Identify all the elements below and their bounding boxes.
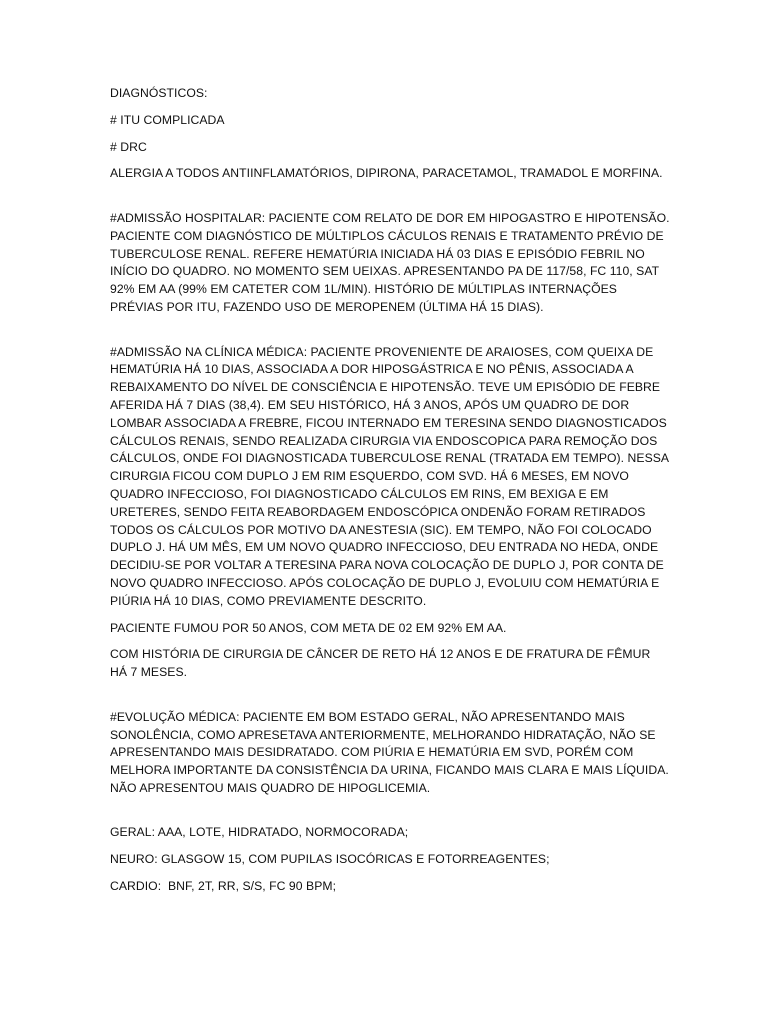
document-page [110, 85, 673, 905]
spacer [110, 192, 670, 210]
diagnosis-drc: # DRC [110, 139, 147, 154]
exam-cardio: CARDIO: BNF, 2T, RR, S/S, FC 90 BPM; [110, 879, 337, 894]
diagnostics-heading: DIAGNÓSTICOS: [110, 86, 208, 100]
exam-neuro: NEURO: GLASGOW 15, COM PUPILAS ISOCÓRICAS E FOTORREAGENTES; [110, 852, 550, 867]
spacer [110, 326, 670, 344]
allergy-note: ALERGIA A TODOS ANTIINFLAMATÓRIOS, DIPIRONA, PARACETAMOL, TRAMADOL E MORFINA. [110, 166, 663, 181]
exam-general: GERAL: AAA, LOTE, HIDRATADO, NORMOCORADA; [110, 825, 409, 840]
clinic-admission-paragraph: #ADMISSÃO NA CLÍNICA MÉDICA: PACIENTE PROVENIENTE DE ARAIOSES, COM QUEIXA DE HEMATÚRIA HÁ 10 DIAS, ASSOCIADA A DOR HIPOSGÁSTRICA E NO PÊNIS, ASSOCIADA A REBAIXAMENTO DO NÍVEL DE CONSCIÊNCIA E HIPOTENSÃO. TEVE UM EPISÓDIO DE FEBRE AFERIDA HÁ 7 DIAS (38,4). EM SEU HISTÓRICO, HÁ 3 ANOS, APÓS UM QUADRO DE DOR LOMBAR ASSOCIADA A FREBRE, FICOU INTERNADO EM TERESINA SENDO DIAGNOSTICADOS CÁLCULOS RENAIS, SENDO REALIZADA CIRURGIA VIA ENDOSCOPICA PARA REMOÇÃO DOS CÁLCULOS, ONDE FOI DIAGNOSTICADA TUBERCULOSE RENAL (TRATADA EM TEMPO). NESSA CIRURGIA FICOU COM DUPLO J EM RIM ESQUERDO, COM SVD. HÁ 6 MESES, EM NOVO QUADRO INFECCIOSO, FOI DIAGNOSTICADO CÁLCULOS EM RINS, EM BEXIGA E EM URETERES, SENDO FEITA REABORDAGEM ENDOSCÓPICA ONDENÃO FORAM RETIRADOS TODOS OS CÁLCULOS POR MOTIVO DA ANESTESIA (SIC). EM TEMPO, NÃO FOI COLOCADO DUPLO J. HÁ UM MÊS, EM UM NOVO QUADRO INFECCIOSO, DEU ENTRADA NO HEDA, ONDE DECIDIU-SE POR VOLTAR A TERESINA PARA NOVA COLOCAÇÃO DE DUPLO J, POR CONTA DE NOVO QUADRO INFECCIOSO. APÓS COLOCAÇÃO DE DUPLO J, EVOLUIU COM HEMATÚRIA E PIÚRIA HÁ 10 DIAS, COMO PREVIAMENTE DESCRITO. [110, 344, 672, 608]
spacer [110, 807, 670, 825]
surgery-history: COM HISTÓRIA DE CIRURGIA DE CÂNCER DE RETO HÁ 12 ANOS E DE FRATURA DE FÊMUR HÁ 7 MESES. [110, 647, 654, 680]
medical-evolution-paragraph: #EVOLUÇÃO MÉDICA: PACIENTE EM BOM ESTADO GERAL, NÃO APRESENTANDO MAIS SONOLÊNCIA, COMO APRESETAVA ANTERIORMENTE, MELHORANDO HIDRATAÇÃO, NÃO SE APRESENTANDO MAIS DESIDRATADO. COM PIÚRIA E HEMATÚRIA EM SVD, PORÉM COM MELHORA IMPORTANTE DA CONSISTÊNCIA DA URINA, FICANDO MAIS CLARA E MAIS LÍQUIDA. NÃO APRESENTOU MAIS QUADRO DE HIPOGLICEMIA. [110, 709, 673, 795]
smoking-history: PACIENTE FUMOU POR 50 ANOS, COM META DE 02 EM 92% EM AA. [110, 620, 507, 635]
spacer [110, 691, 670, 709]
diagnosis-itu: # ITU COMPLICADA [110, 112, 225, 127]
hospital-admission-paragraph: #ADMISSÃO HOSPITALAR: PACIENTE COM RELATO DE DOR EM HIPOGASTRO E HIPOTENSÃO. PACIENTE COM DIAGNÓSTICO DE MÚLTIPLOS CÁCULOS RENAIS E TRATAMENTO PRÉVIO DE TUBERCULOSE RENAL. REFERE HEMATÚRIA INICIADA HÁ 03 DIAS E EPISÓDIO FEBRIL NO INÍCIO DO QUADRO. NO MOMENTO SEM UEIXAS. APRESENTANDO PA DE 117/58, FC 110, SAT 92% EM AA (99% EM CATETER COM 1L/MIN). HISTÓRIO DE MÚLTIPLAS INTERNAÇÕES PRÉVIAS POR ITU, FAZENDO USO DE MEROPENEM (ÚLTIMA HÁ 15 DIAS). [110, 210, 673, 314]
